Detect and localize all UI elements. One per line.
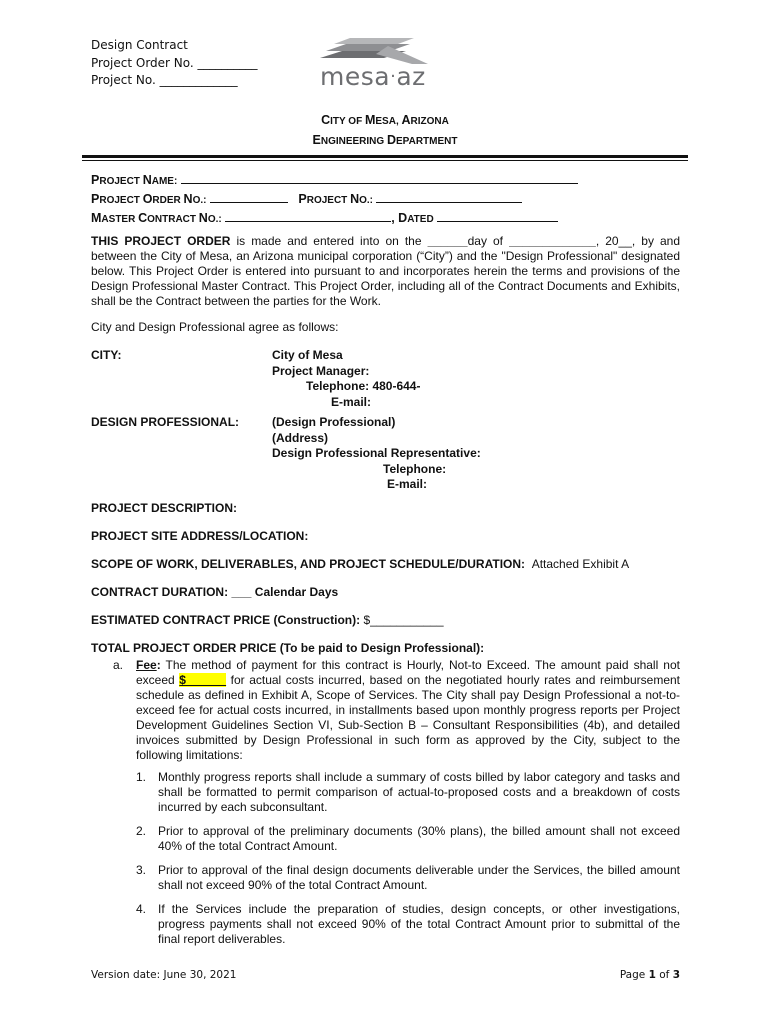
city-label: CITY: bbox=[91, 348, 122, 362]
list-item: 1. Monthly progress reports shall include a summary of costs billed by labor category and tasks and shall be formatted to permit comparison of actual-to-proposed costs and a breakdown of costs incurred by each subconsultant. bbox=[136, 770, 680, 814]
header-project-order-no: Project Order No. __________ bbox=[91, 55, 258, 70]
city-name: City of Mesa bbox=[272, 348, 343, 362]
project-site-heading: PROJECT SITE ADDRESS/LOCATION: bbox=[91, 529, 309, 543]
city-details bbox=[272, 348, 420, 410]
estimated-contract-price: ESTIMATED CONTRACT PRICE (Construction): $___________ bbox=[91, 613, 444, 627]
project-order-no-line bbox=[210, 190, 288, 203]
design-professional-address: (Address) bbox=[272, 430, 329, 445]
list-item: 4. If the Services include the preparation of studies, design concepts, or other investigations, progress payments shall not exceed 90% of the total Contract Amount prior to submittal of the final report deliverables. bbox=[136, 902, 680, 946]
design-professional-representative: Design Professional Representative: bbox=[272, 446, 481, 460]
design-professional-label: DESIGN PROFESSIONAL: bbox=[91, 415, 240, 429]
contract-duration: CONTRACT DURATION: ___ Calendar Days bbox=[91, 585, 339, 599]
document-header bbox=[91, 37, 258, 90]
project-fields bbox=[91, 171, 578, 228]
limitations-list bbox=[136, 770, 680, 947]
intro-paragraph: THIS PROJECT ORDER is made and entered into on the ______day of _____________, 20__, by and between the City of Mesa, an Arizona municipal corporation (“City”) and the "Design Professional" designated below. This Project Order is entered into pursuant to and incorporates herein the terms and provisions of the Design Professional Master Contract. This Project Order, including all of the Contract Documents and Exhibits, shall be the Contract between the parties for the Work. bbox=[91, 234, 681, 308]
project-order-no-field: PROJECT ORDER NO.: PROJECT NO.: bbox=[91, 190, 578, 209]
title-divider bbox=[82, 155, 688, 158]
header-contract-type: Design Contract bbox=[91, 38, 188, 52]
city-project-manager: Project Manager: bbox=[272, 363, 370, 378]
design-professional-telephone: Telephone: bbox=[383, 461, 447, 476]
mesa-az-logo bbox=[316, 36, 436, 94]
list-item: 2. Prior to approval of the preliminary documents (30% plans), the billed amount shall not exceed 40% of the total Contract Amount. bbox=[136, 824, 680, 853]
page-number: Page 1 of 3 bbox=[619, 969, 680, 981]
city-email: E-mail: bbox=[331, 394, 372, 409]
city-telephone: Telephone: 480-644- bbox=[306, 379, 421, 393]
project-no-line bbox=[376, 190, 522, 203]
dated-line bbox=[437, 209, 558, 222]
project-name-line bbox=[181, 171, 578, 184]
title-divider-thin bbox=[82, 160, 688, 161]
fee-paragraph: Fee: The method of payment for this contract is Hourly, Not-to Exceed. The amount paid shall not exceed $______ for actual costs incurred, based on the negotiated hourly rates and reimbursement schedule as defined in Exhibit A, Scope of Services. The City shall pay Design Professional a not-to-exceed fee for actual costs incurred, in installments based upon monthly progress reports per Project Development Guidelines Section VI, Sub-Section B – Consultant Responsibilities (4b), and detailed invoices submitted by Design Professional in such form as approved by the City, subject to the following limitations: bbox=[136, 658, 681, 762]
total-price-heading: TOTAL PROJECT ORDER PRICE (To be paid to Design Professional): bbox=[91, 641, 485, 655]
master-contract-no-line bbox=[225, 209, 391, 222]
header-project-no: Project No. _____________ bbox=[91, 73, 238, 87]
design-professional-name: (Design Professional) bbox=[272, 415, 396, 429]
fee-amount: $______ bbox=[179, 673, 227, 687]
version-date: Version date: June 30, 2021 bbox=[91, 969, 237, 981]
project-description-heading: PROJECT DESCRIPTION: bbox=[91, 501, 238, 515]
fee-marker: a. bbox=[113, 658, 124, 672]
project-name-field: PROJECT NAME: bbox=[91, 171, 578, 190]
logo-wordmark: mesa·az bbox=[320, 62, 426, 91]
design-professional-details bbox=[272, 415, 481, 493]
page-title: CITY OF MESA, ARIZONA ENGINEERING DEPARTMENT bbox=[312, 113, 458, 147]
scope-of-work: SCOPE OF WORK, DELIVERABLES, AND PROJECT SCHEDULE/DURATION: Attached Exhibit A bbox=[91, 557, 630, 571]
design-professional-email: E-mail: bbox=[387, 477, 428, 491]
list-item: 3. Prior to approval of the final design documents deliverable under the Services, the billed amount shall not exceed 90% of the total Contract Amount. bbox=[136, 863, 680, 892]
master-contract-no-field: MASTER CONTRACT NO.: , DATED bbox=[91, 209, 578, 228]
agree-statement: City and Design Professional agree as follows: bbox=[91, 320, 339, 334]
